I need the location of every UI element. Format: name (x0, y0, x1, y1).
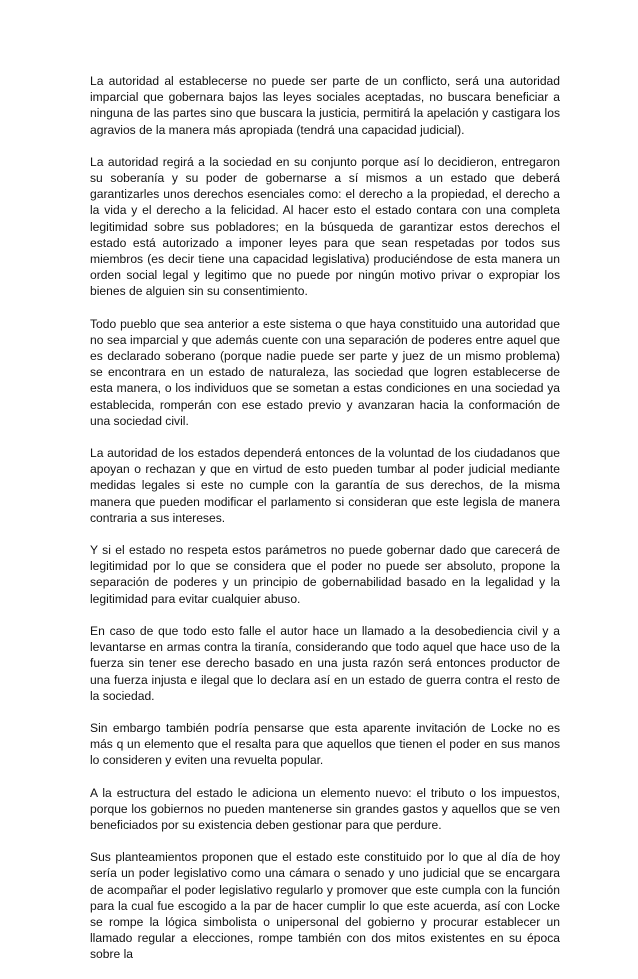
paragraph: Todo pueblo que sea anterior a este sistema o que haya constituido una autoridad que no sea imparcial y que además cuente con una separación de poderes entre aquel que es declarado soberano (porque nadie puede ser parte y juez de un mismo problema) se encontrara en un estado de naturaleza, las sociedad que logren establecerse de esta manera, o los individuos que se sometan a estas condiciones en una sociedad ya establecida, romperán con ese estado previo y avanzaran hacia la conformación de una sociedad civil. (90, 316, 560, 428)
paragraph: La autoridad de los estados dependerá entonces de la voluntad de los ciudadanos que apoyan o rechazan y que en virtud de esto pueden tumbar al poder judicial mediante medidas legales si este no cumple con la garantía de sus derechos, de la misma manera que pueden modificar el parlamento si consideran que este legisla de manera contraria a sus intereses. (90, 446, 560, 525)
paragraph: La autoridad regirá a la sociedad en su conjunto porque así lo decidieron, entregaron su soberanía y su poder de gobernarse a sí mismos a un estado que deberá garantizarles unos derechos esenciales como: el derecho a la propiedad, el derecho a la vida y el derecho a la felicidad. Al hacer esto el estado contara con una completa legitimidad sobre sus pobladores; en la búsqueda de garantizar estos derechos el estado está autorizado a imponer leyes para que sean respetadas por todos sus miembros (es decir tiene una capacidad legislativa) produciéndose de esta manera un orden social legal y legitimo que no puede por ningún motivo privar o expropiar los bienes de alguien sin su consentimiento. (90, 154, 560, 299)
paragraph: En caso de que todo esto falle el autor hace un llamado a la desobediencia civil y a levantarse en armas contra la tiranía, considerando que todo aquel que hace uso de la fuerza sin tener ese derecho basado en una justa razón será entonces productor de una fuerza injusta e ilegal que lo declara así en un estado de guerra contra el resto de la sociedad. (90, 623, 560, 703)
paragraph: A la estructura del estado le adiciona un elemento nuevo: el tributo o los impuestos, porque los gobiernos no pueden mantenerse sin grandes gastos y aquellos que se ven beneficiados por su existencia deben gestionar para que perdure. (90, 785, 560, 832)
paragraph: Y si el estado no respeta estos parámetros no puede gobernar dado que carecerá de legitimidad por lo que se considera que el poder no puede ser absoluto, propone la separación de poderes y un principio de gobernabilidad basado en la legalidad y la legitimidad para evitar cualquier abuso. (90, 543, 560, 606)
paragraph: Sin embargo también podría pensarse que esta aparente invitación de Locke no es más q un elemento que el resalta para que aquellos que tienen el poder en sus manos lo consideren y eviten una revuelta popular. (90, 720, 560, 768)
document-page (90, 73, 560, 979)
paragraph: La autoridad al establecerse no puede ser parte de un conflicto, será una autoridad imparcial que gobernara bajos las leyes sociales aceptadas, no buscara beneficiar a ninguna de las partes sino que buscara la justicia, permitirá la apelación y castigara los agravios de la manera más apropiada (tendrá una capacidad judicial). (90, 74, 560, 137)
paragraph: Sus planteamientos proponen que el estado este constituido por lo que al día de hoy sería un poder legislativo como una cámara o senado y uno judicial que se encargara de acompañar el poder legislativo regularlo y promover que este cumpla con la función para la cual fue escogido a la par de hacer cumplir lo que este acuerda, así con Locke se rompe la lógica simbolista o unipersonal del gobierno y procurar establecer un llamado regular a elecciones, rompe también con dos mitos existentes en su época sobre la (90, 850, 560, 962)
